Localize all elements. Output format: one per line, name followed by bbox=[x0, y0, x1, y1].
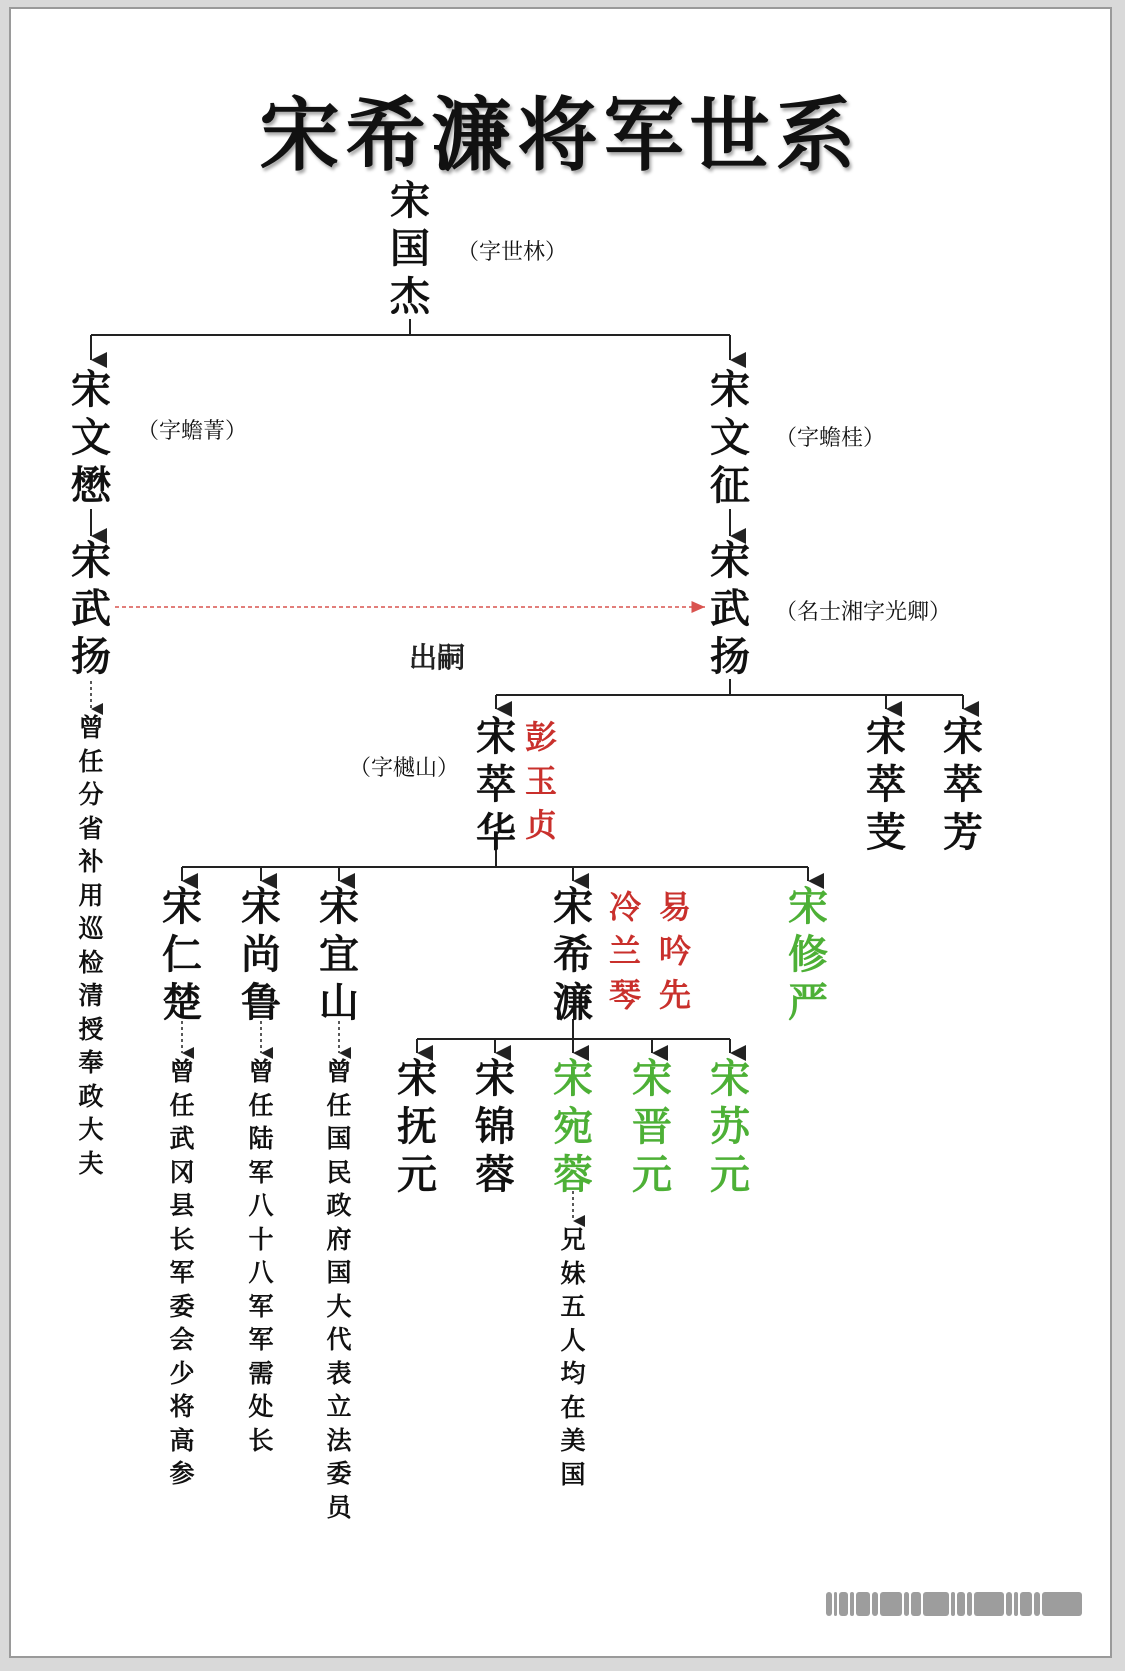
adoption-label: 出嗣 bbox=[405, 636, 469, 676]
gen5-spouse-1: 冷兰琴 bbox=[608, 888, 641, 1014]
gen4-spouse: 彭玉贞 bbox=[524, 718, 557, 844]
gen4-name-cuihua: 宋萃华 bbox=[476, 714, 516, 856]
gen5-name-shanglu: 宋尚鲁 bbox=[241, 884, 281, 1026]
gen4-courtesy-cuihua: （字樾山） bbox=[349, 756, 460, 781]
connector-gen1 bbox=[91, 319, 730, 335]
gen5-note-shanglu: 曾任陆军八十八军军需处长 bbox=[248, 1057, 274, 1455]
gen1-name: 宋国杰 bbox=[390, 178, 430, 320]
gen6-name-fuyuan: 宋抚元 bbox=[397, 1056, 437, 1198]
gen6-name-wanrong: 宋宛蓉 bbox=[553, 1056, 593, 1198]
gen2-name-right: 宋文征 bbox=[710, 367, 750, 509]
gen4-name-cuiji: 宋萃芰 bbox=[866, 714, 906, 856]
gen2-name-left: 宋文懋 bbox=[71, 367, 111, 509]
gen5-spouse-2: 易吟先 bbox=[658, 888, 691, 1014]
gen3-name-right: 宋武扬 bbox=[710, 538, 750, 680]
page-title: 宋希濂将军世系 bbox=[259, 88, 862, 182]
gen5-note-yishan: 曾任国民政府国大代表立法委员 bbox=[326, 1057, 352, 1522]
gen6-note: 兄妹五人均在美国 bbox=[560, 1225, 586, 1489]
gen6-name-jinyuan: 宋晋元 bbox=[632, 1056, 672, 1198]
gen2-courtesy-right: （字蟾桂） bbox=[775, 426, 886, 451]
gen5-name-xilian: 宋希濂 bbox=[553, 884, 593, 1026]
gen2-courtesy-left: （字蟾菁） bbox=[137, 419, 248, 444]
gen5-name-renchu: 宋仁楚 bbox=[162, 884, 202, 1026]
gen3-courtesy: （名士湘字光卿） bbox=[775, 600, 952, 625]
gen6-name-jinrong: 宋锦蓉 bbox=[475, 1056, 515, 1198]
watermark bbox=[826, 1592, 1082, 1616]
gen4-name-cuifang: 宋萃芳 bbox=[943, 714, 983, 856]
gen5-name-xiuyan: 宋修严 bbox=[788, 884, 828, 1026]
gen5-name-yishan: 宋宜山 bbox=[319, 884, 359, 1026]
gen3-name-left: 宋武扬 bbox=[71, 538, 111, 680]
gen6-name-suyuan: 宋苏元 bbox=[710, 1056, 750, 1198]
family-tree-page bbox=[9, 7, 1112, 1658]
gen5-note-renchu: 曾任武冈县长军委会少将高参 bbox=[169, 1057, 195, 1488]
connector-gen3 bbox=[496, 679, 963, 695]
gen3-note: 曾任分省补用巡检清授奉政大夫 bbox=[78, 713, 104, 1178]
gen1-courtesy: （字世林） bbox=[457, 240, 568, 265]
